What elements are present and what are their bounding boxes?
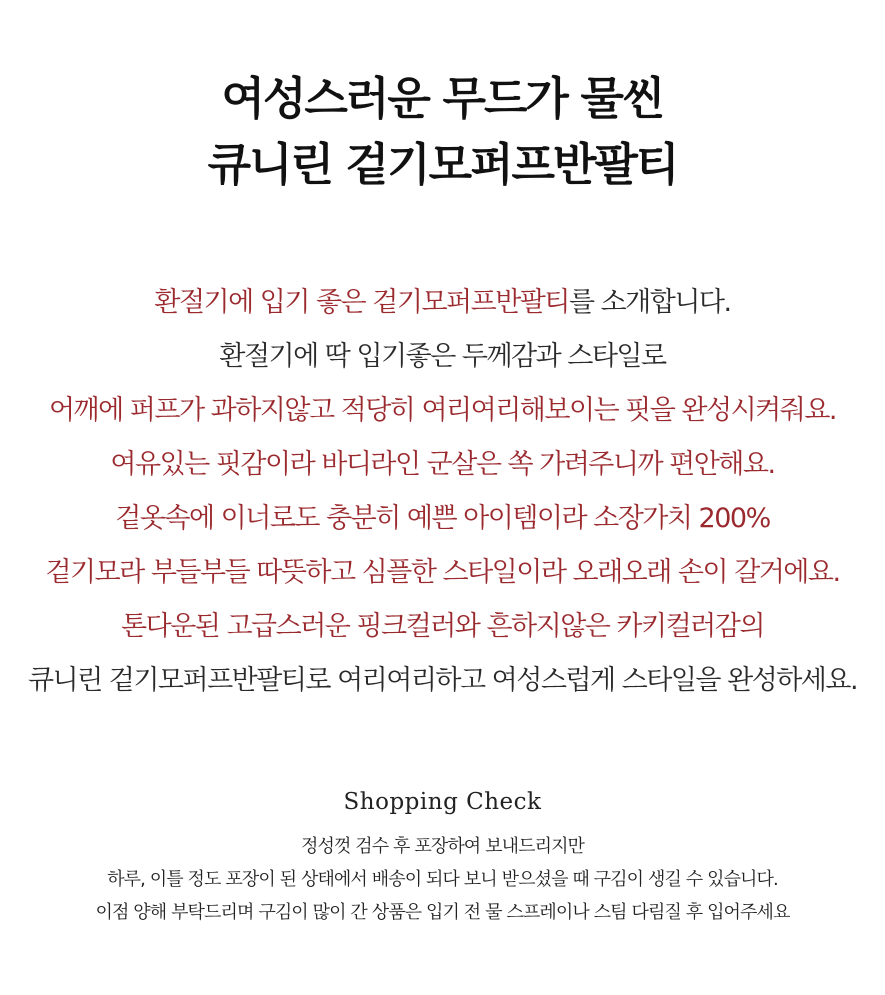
description-line-8: 큐니린 겉기모퍼프반팔티로 여리여리하고 여성스럽게 스타일을 완성하세요.: [27, 665, 858, 696]
notice-line-2: 하루, 이틀 정도 포장이 된 상태에서 배송이 되다 보니 받으셨을 때 구김이 생길 수 있습니다.: [107, 869, 778, 890]
description-line-1: [0, 276, 885, 330]
description-line-6: 겉기모라 부들부들 따뜻하고 심플한 스타일이라 오래오래 손이 갈거에요.: [45, 557, 840, 588]
description-line-4: 여유있는 핏감이라 바디라인 군살은 쏙 가려주니까 편안해요.: [110, 449, 775, 480]
description-line-1-rest: 를 소개합니다.: [568, 287, 731, 318]
notice-line-1: 정성껏 검수 후 포장하여 보내드리지만: [300, 836, 585, 857]
headline-line-1: 여성스러운 무드가 물씬: [221, 72, 664, 125]
description-line-2: 환절기에 딱 입기좋은 두께감과 스타일로: [219, 341, 666, 372]
shopping-check-title: Shopping Check: [343, 789, 542, 815]
product-description: [0, 276, 885, 708]
product-headline: [0, 66, 885, 198]
description-line-1-highlight: 환절기에 입기 좋은 겉기모퍼프반팔티: [154, 287, 569, 318]
shopping-check-notice: [0, 830, 885, 929]
notice-line-3: 이점 양해 부탁드리며 구김이 많이 간 상품은 입기 전 물 스프레이나 스팀 다림질 후 입어주세요: [95, 902, 790, 923]
headline-line-2: 큐니린 겉기모퍼프반팔티: [207, 138, 678, 191]
description-line-5: 겉옷속에 이너로도 충분히 예쁜 아이템이라 소장가치 200%: [115, 503, 770, 534]
description-line-3: 어깨에 퍼프가 과하지않고 적당히 여리여리해보이는 핏을 완성시켜줘요.: [48, 395, 837, 426]
description-line-7: 톤다운된 고급스러운 핑크컬러와 흔하지않은 카키컬러감의: [121, 611, 764, 642]
